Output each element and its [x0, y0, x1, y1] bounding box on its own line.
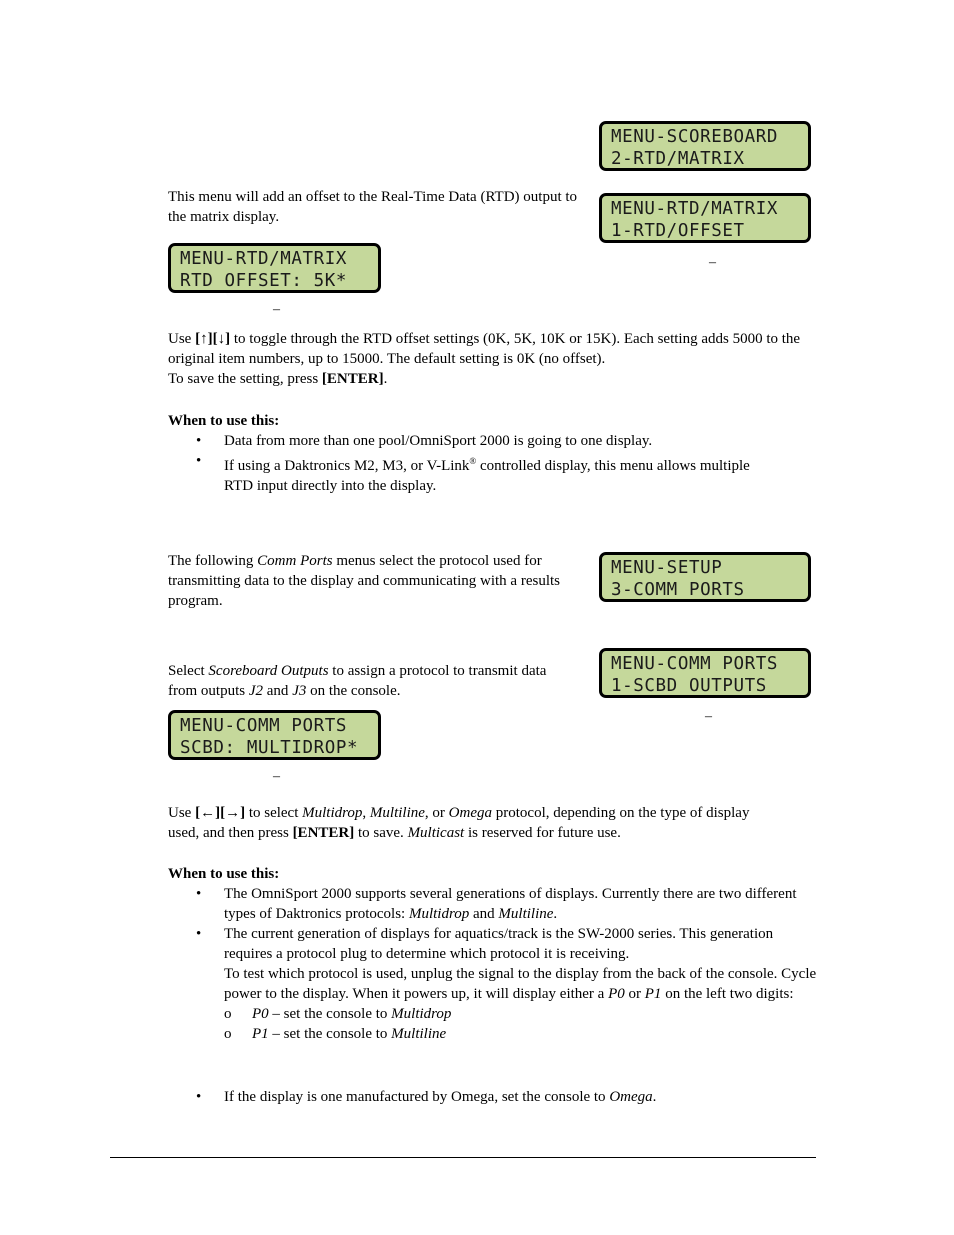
list-item: • Data from more than one pool/OmniSport 2000 is going to one display. — [196, 433, 653, 449]
lcd-line-1: MENU-COMM PORTS — [180, 716, 348, 736]
bullet-icon: • — [196, 453, 202, 469]
lcd-rtd-offset — [168, 243, 381, 293]
bullet-icon: • — [196, 926, 202, 942]
comm-usage-paragraph: Use [←][→] to select Multidrop, Multiline, or Omega protocol, depending on the type of display used, and then press [ENTER] to save. Multicast is reserved for future use. — [168, 805, 750, 841]
list-item: o P1 – set the console to Multiline — [224, 1026, 447, 1042]
lcd-line-1: MENU-RTD/MATRIX — [611, 199, 779, 219]
enter-key: [ENTER] — [292, 825, 355, 841]
list-item: • The current generation of displays for aquatics/track is the SW-2000 series. This generation requires a protocol plug to determine which protocol it is receiving. To test which protocol is used, unplug the signal to the display from the back of the console. Cycle power to the display. When it powers up, it will display either a P0 or P1 on the left two digits: o P0 – set the console to Multidrop o P1 – set the console to Multiline — [196, 926, 817, 1042]
comm-when-list-last — [168, 1087, 818, 1107]
sub-list — [224, 1004, 818, 1044]
lcd-caption: – — [273, 302, 280, 317]
lcd-menu-scoreboard — [599, 121, 811, 171]
lcd-caption: – — [709, 255, 716, 270]
lcd-menu-comm-ports — [599, 648, 811, 698]
bullet-icon: • — [196, 1089, 202, 1105]
footer-divider — [110, 1157, 816, 1158]
lcd-line-2: 3-COMM PORTS — [611, 580, 745, 600]
arrow-keys: [↑][↓] — [195, 331, 231, 347]
lcd-line-1: MENU-SETUP — [611, 558, 723, 578]
lcd-line-2: 1-RTD/OFFSET — [611, 221, 745, 241]
list-item: • If the display is one manufactured by Omega, set the console to Omega. — [196, 1089, 657, 1105]
lcd-line-1: MENU-SCOREBOARD — [611, 127, 779, 147]
comm-select-paragraph: Select Scoreboard Outputs to assign a protocol to transmit data from outputs J2 and J3 on the console. — [168, 663, 547, 699]
sub-bullet-icon: o — [224, 1026, 232, 1042]
lcd-line-1: MENU-RTD/MATRIX — [180, 249, 348, 269]
enter-key: [ENTER] — [321, 371, 384, 387]
arrow-keys: [←][→] — [195, 805, 246, 821]
lcd-caption: – — [705, 709, 712, 724]
lcd-menu-rtd-matrix — [599, 193, 811, 243]
rtd-usage-paragraph: Use [↑][↓] to toggle through the RTD offset settings (0K, 5K, 10K or 15K). Each setting adds 5000 to the original item numbers, up to 15000. The default setting is 0K (no offset). To save the setting, press [ENTER]. — [168, 331, 801, 387]
list-item: • If using a Daktronics M2, M3, or V-Link® controlled display, this menu allows multiple RTD input directly into the display. — [196, 453, 750, 494]
sub-bullet-icon: o — [224, 1006, 232, 1022]
comm-when-list — [168, 884, 818, 1044]
rtd-when-list — [168, 431, 768, 496]
list-item: • The OmniSport 2000 supports several generations of displays. Currently there are two different types of Daktronics protocols: Multidrop and Multiline. — [196, 886, 797, 922]
lcd-scbd-multidrop — [168, 710, 381, 760]
lcd-line-2: SCBD: MULTIDROP* — [180, 738, 359, 758]
lcd-line-1: MENU-COMM PORTS — [611, 654, 779, 674]
bullet-icon: • — [196, 433, 202, 449]
rtd-when-heading: When to use this: — [168, 413, 280, 429]
lcd-menu-setup — [599, 552, 811, 602]
bullet-icon: • — [196, 886, 202, 902]
list-item: o P0 – set the console to Multidrop — [224, 1006, 452, 1022]
lcd-caption: – — [273, 769, 280, 784]
comm-intro-paragraph: The following Comm Ports menus select the protocol used for transmitting data to the display and communicating with a results program. — [168, 553, 561, 609]
lcd-line-2: RTD OFFSET: 5K* — [180, 271, 348, 291]
comm-when-heading: When to use this: — [168, 866, 280, 882]
lcd-line-2: 2-RTD/MATRIX — [611, 149, 745, 169]
lcd-line-2: 1-SCBD OUTPUTS — [611, 676, 767, 696]
rtd-intro-paragraph: This menu will add an offset to the Real-Time Data (RTD) output to the matrix display. — [168, 189, 578, 225]
